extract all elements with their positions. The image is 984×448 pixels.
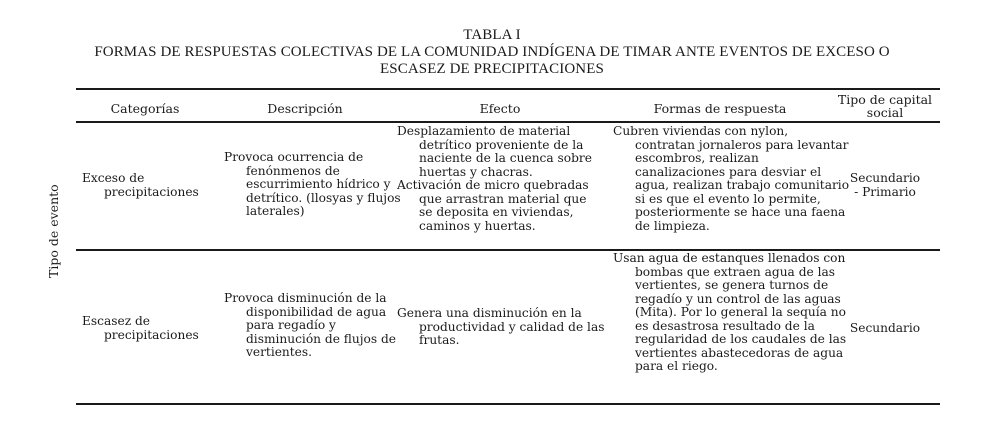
table-top-rule xyxy=(76,88,940,90)
efecto-item-2: Activación de micro quebradas que arrastran material que se deposita en viviendas, caminos y huertas. xyxy=(397,178,589,233)
header-tipo-capital-line2: social xyxy=(866,105,904,120)
cell-respuesta: Usan agua de estanques llenados con bombas que extraen agua de las vertientes, se genera turnos de regadío y un control de las aguas (Mita). Por lo general la sequía no es desastrosa resultado de la regularidad de los caudales de las vertientes abastecedoras de agua para el riego. xyxy=(613,251,847,373)
cell-categoria: Exceso de precipitaciones xyxy=(82,171,199,199)
cell-efecto: Genera una disminución en la productividad y calidad de las frutas. xyxy=(397,306,605,347)
header-tipo-capital xyxy=(830,93,940,119)
capital-line2: - Primario xyxy=(854,184,916,199)
header-categorias: Categorías xyxy=(110,101,180,116)
table-bottom-rule xyxy=(76,403,940,405)
header-rule xyxy=(76,121,940,123)
cell-respuesta: Cubren viviendas con nylon, contratan jornaleros para levantar escombros, realizan canalizaciones para desviar el agua, realizan trabajo comunitario si es que el evento lo permite, posteriormente se hace una faena de limpieza. xyxy=(613,124,850,233)
cell-efecto xyxy=(397,125,602,233)
header-formas-respuesta: Formas de respuesta xyxy=(653,101,787,116)
table-label: TABLA I xyxy=(463,27,521,43)
cell-tipo-capital: Secundario xyxy=(849,321,921,335)
header-descripcion: Descripción xyxy=(267,101,343,116)
cell-descripcion: Provoca ocurrencia de fenónmenos de escurrimiento hídrico y detrítico. (llosyas y flujos laterales) xyxy=(224,150,401,218)
header-efecto: Efecto xyxy=(479,101,521,116)
capital-line1: Secundario xyxy=(849,171,921,185)
cell-categoria: Escasez de precipitaciones xyxy=(82,314,199,342)
header-tipo-capital-line1: Tipo de capital xyxy=(837,92,933,107)
cell-tipo-capital xyxy=(840,172,930,199)
row-group-label: Tipo de evento xyxy=(46,184,61,278)
table-title-line-2: ESCASEZ DE PRECIPITACIONES xyxy=(380,61,604,77)
efecto-item-1: Desplazamiento de material detrítico proveniente de la naciente de la cuenca sobre huertas y chacras. xyxy=(397,124,592,179)
cell-descripcion: Provoca disminución de la disponibilidad de agua para regadío y disminución de flujos de vertientes. xyxy=(224,291,397,359)
table-title-line-1: FORMAS DE RESPUESTAS COLECTIVAS DE LA COMUNIDAD INDÍGENA DE TIMAR ANTE EVENTOS DE EXCESO O xyxy=(94,44,890,60)
